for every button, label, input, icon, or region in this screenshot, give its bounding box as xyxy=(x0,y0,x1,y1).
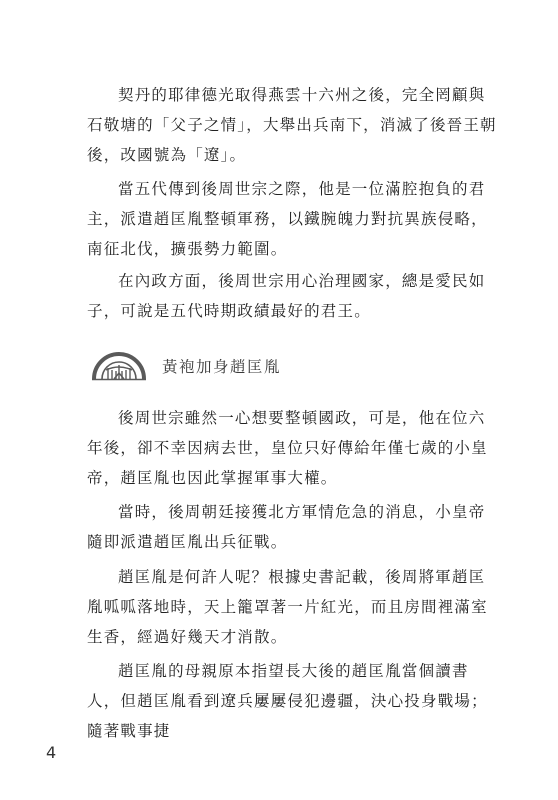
paragraph-3: 在內政方面，後周世宗用心治理國家，總是愛民如子，可說是五代時期政績最好的君王。 xyxy=(87,272,486,320)
paragraph-4: 後周世宗雖然一心想要整頓國政，可是，他在位六年後，卻不幸因病去世，皇位只好傳給年僅七歲的小皇帝，趙匡胤也因此掌握軍事大權。 xyxy=(87,409,488,487)
paragraph-1: 契丹的耶律德光取得燕雲十六州之後，完全罔顧與石敬塘的「父子之情」，大舉出兵南下，消滅了後晉王朝後，改國號為「遼」。 xyxy=(87,86,497,164)
arch-ornament-icon xyxy=(90,351,148,381)
paragraph-2: 當五代傳到後周世宗之際，他是一位滿腔抱負的君主，派遣趙匡胤整頓軍務，以鐵腕魄力對抗異族侵略，南征北伐，擴張勢力範圍。 xyxy=(87,180,488,258)
page-number: 4 xyxy=(46,743,57,762)
paragraph-7: 趙匡胤的母親原本指望長大後的趙匡胤當個讀書人，但趙匡胤看到遼兵屢屢侵犯邊疆，決心投身戰場；隨著戰事捷 xyxy=(87,662,488,740)
paragraph-5: 當時，後周朝廷接獲北方軍情危急的消息，小皇帝隨即派遣趙匡胤出兵征戰。 xyxy=(87,503,486,551)
section-heading xyxy=(90,348,281,384)
section-title: 黃袍加身趙匡胤 xyxy=(162,358,282,376)
paragraph-6: 趙匡胤是何許人呢？根據史書記載，後周將軍趙匡胤呱呱落地時，天上籠罩著一片紅光，而且房間裡滿室生香，經過好幾天才消散。 xyxy=(87,568,488,646)
